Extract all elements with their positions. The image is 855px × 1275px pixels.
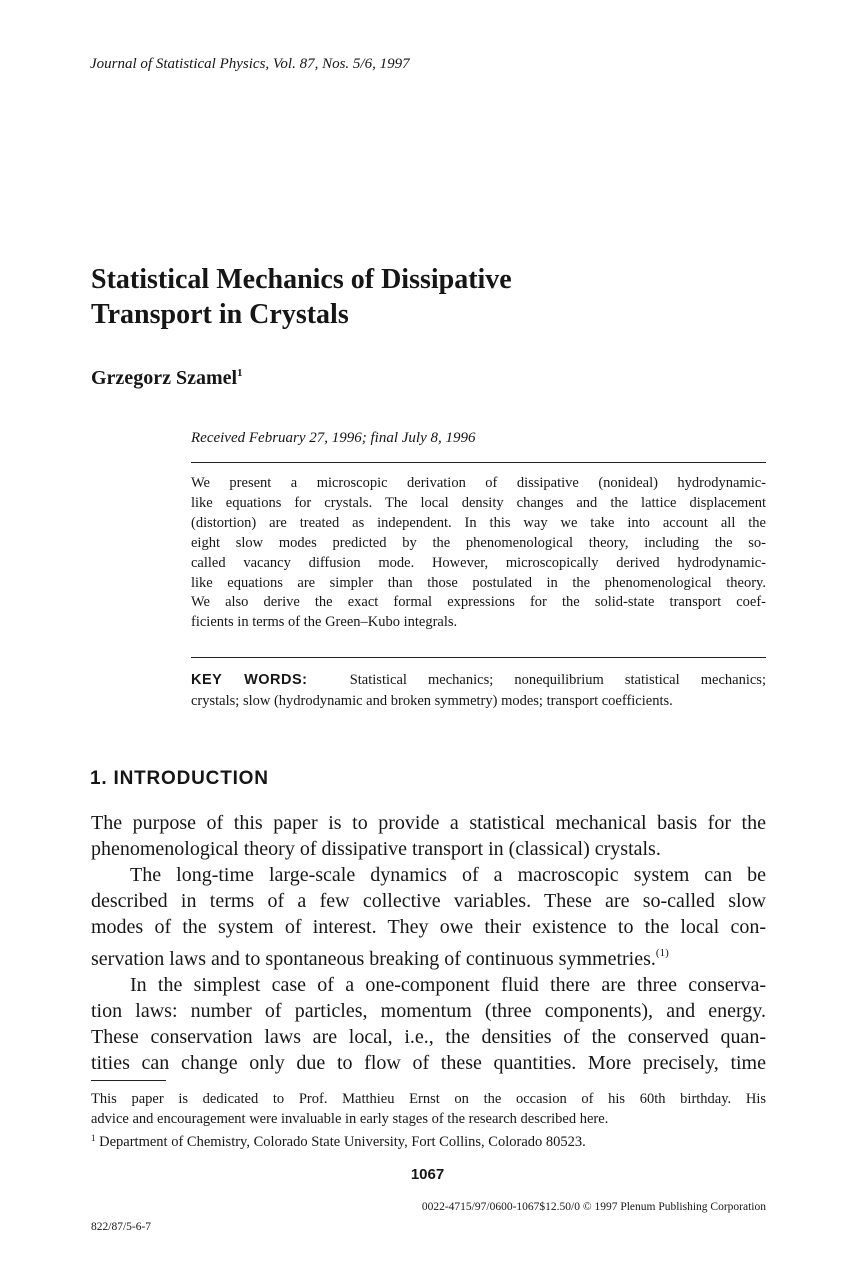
title-line: Transport in Crystals	[91, 299, 349, 330]
keywords-line-1	[191, 670, 766, 691]
received-dates: Received February 27, 1996; final July 8, 1996	[191, 430, 476, 446]
body-line: described in terms of a few collective variables. These are so-called slow	[91, 890, 766, 912]
citation-marker[interactable]: (1)	[655, 947, 669, 959]
body-line: The purpose of this paper is to provide a statistical mechanical basis for the	[91, 812, 766, 834]
abstract-line: like equations for crystals. The local density changes and the lattice displacement	[191, 494, 766, 511]
footnote-affiliation	[91, 1129, 766, 1153]
keywords-text: Statistical mechanics; nonequilibrium statistical mechanics;	[349, 672, 766, 688]
body-line: phenomenological theory of dissipative transport in (classical) crystals.	[91, 838, 661, 860]
article-identifier: 822/87/5-6-7	[91, 1221, 152, 1233]
abstract-line: eight slow modes predicted by the phenomenological theory, including the so-	[191, 534, 766, 551]
page-number: 1067	[410, 1166, 445, 1183]
footnotes	[91, 1090, 766, 1153]
abstract-line: called vacancy diffusion mode. However, microscopically derived hydrodynamic-	[191, 554, 766, 571]
keywords-label: KEY WORDS:	[191, 672, 308, 688]
paper-title	[91, 262, 512, 332]
body-line: In the simplest case of a one-component fluid there are three conserva-	[130, 974, 766, 996]
footnote-line: advice and encouragement were invaluable in early stages of the research described here.	[91, 1110, 609, 1127]
footnote-line: This paper is dedicated to Prof. Matthieu Ernst on the occasion of his 60th birthday. His	[91, 1091, 766, 1107]
journal-header: Journal of Statistical Physics, Vol. 87, Nos. 5/6, 1997	[90, 56, 410, 72]
body-line: tities can change only due to flow of these quantities. More precisely, time	[91, 1052, 766, 1074]
body-line: tion laws: number of particles, momentum (three components), and energy.	[91, 1000, 766, 1022]
title-line: Statistical Mechanics of Dissipative	[91, 264, 512, 295]
body-line: modes of the system of interest. They owe their existence to the local con-	[91, 916, 766, 938]
section-heading: 1. INTRODUCTION	[90, 768, 269, 789]
author-footnote-marker[interactable]: 1	[237, 367, 243, 379]
body-line-text: servation laws and to spontaneous breaking of continuous symmetries.	[91, 948, 656, 970]
keywords	[191, 670, 766, 712]
affiliation-text: Department of Chemistry, Colorado State University, Fort Collins, Colorado 80523.	[99, 1134, 586, 1150]
author	[91, 367, 243, 390]
body-line: These conservation laws are local, i.e., the densities of the conserved quan-	[91, 1026, 766, 1048]
body-line: The long-time large-scale dynamics of a macroscopic system can be	[130, 864, 766, 886]
affiliation-marker: 1	[91, 1133, 96, 1143]
abstract	[191, 474, 766, 633]
abstract-line: (distortion) are treated as independent. In this way we take into account all the	[191, 514, 766, 531]
abstract-top-rule	[191, 462, 766, 463]
abstract-line: We also derive the exact formal expressions for the solid-state transport coef-	[191, 594, 766, 611]
copyright-line: 0022-4715/97/0600-1067$12.50/0 © 1997 Plenum Publishing Corporation	[421, 1201, 766, 1213]
keywords-line-2: crystals; slow (hydrodynamic and broken symmetry) modes; transport coefficients.	[191, 693, 673, 709]
keywords-top-rule	[191, 657, 766, 658]
body-line	[91, 940, 766, 972]
body-text	[91, 810, 766, 1076]
footnote-rule	[91, 1080, 166, 1081]
abstract-line: We present a microscopic derivation of dissipative (nonideal) hydrodynamic-	[191, 475, 766, 491]
author-name: Grzegorz Szamel	[91, 367, 238, 389]
abstract-line: ficients in terms of the Green–Kubo integrals.	[191, 614, 458, 631]
abstract-line: like equations are simpler than those postulated in the phenomenological theory.	[191, 574, 766, 591]
